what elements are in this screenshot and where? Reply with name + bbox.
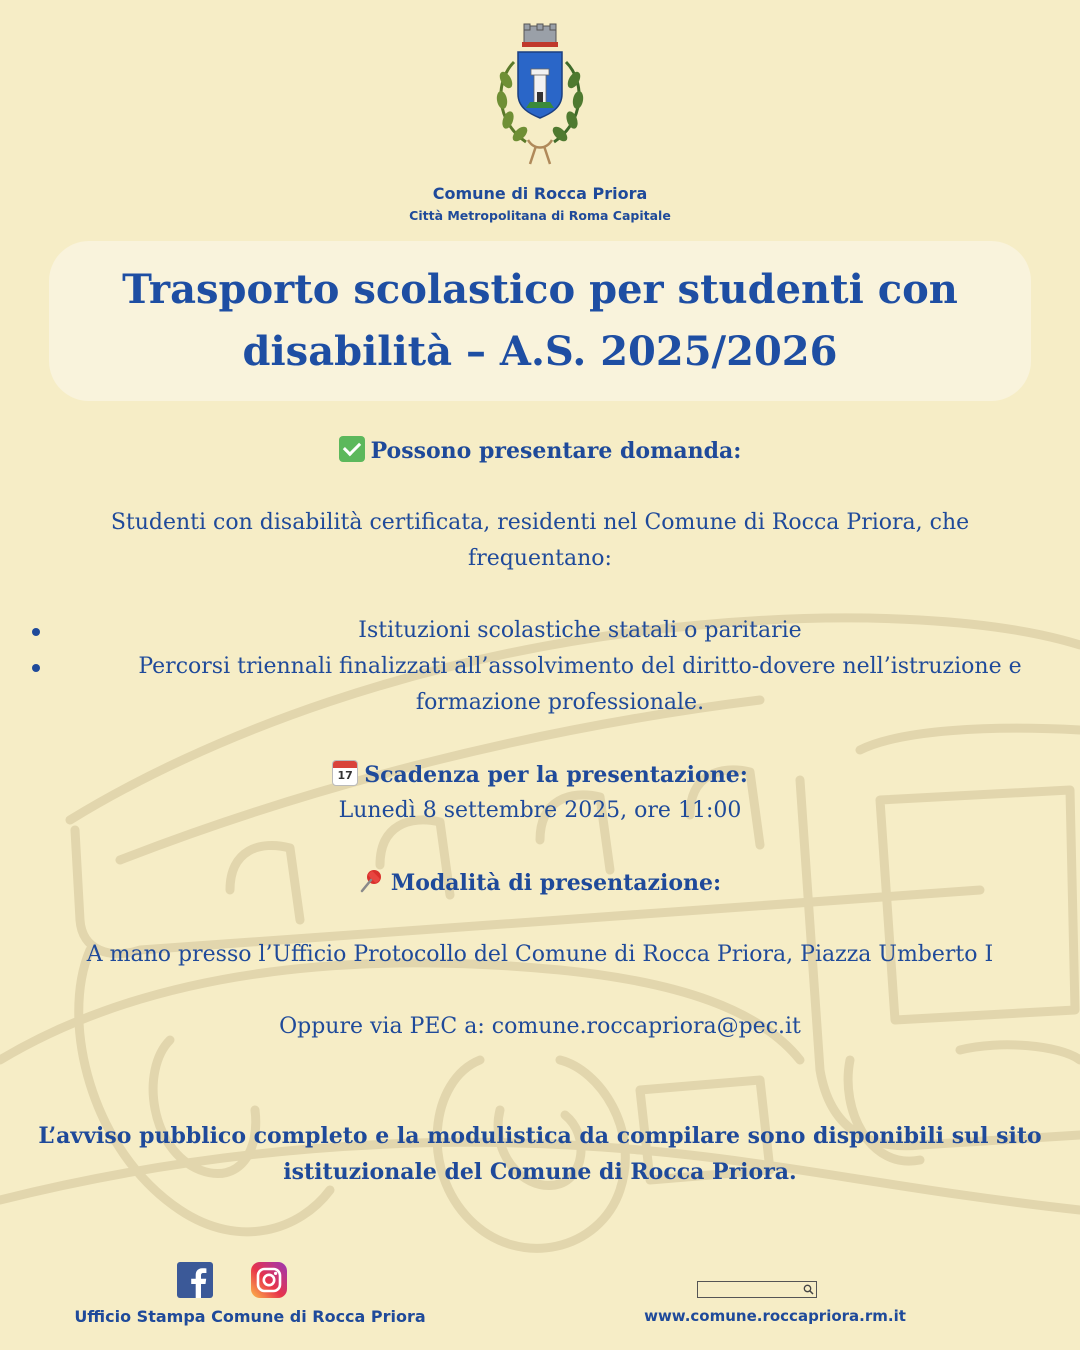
deadline-heading (20, 757, 1060, 793)
title-line-1: Trasporto scolastico per studenti con (122, 266, 958, 313)
instagram-icon[interactable] (251, 1262, 287, 1298)
deadline-heading-text: Scadenza per la presentazione: (364, 762, 748, 788)
search-icon (803, 1284, 814, 1295)
bullet-dot (32, 664, 40, 672)
submission-by-pec: Oppure via PEC a: comune.roccapriora@pec.it (279, 1014, 801, 1039)
calendar-day: 17 (337, 769, 353, 782)
title-box (49, 241, 1031, 401)
eligibility-intro-1: Studenti con disabilità certificata, residenti nel Comune di Rocca Priora, che (110, 510, 970, 535)
press-office-label: Ufficio Stampa Comune di Rocca Priora (74, 1307, 426, 1326)
list-item-continuation: formazione professionale. (415, 690, 705, 715)
calendar-icon (332, 760, 358, 786)
list-item (20, 613, 1060, 649)
check-mark-icon (339, 436, 365, 462)
submission-heading-text: Modalità di presentazione: (390, 870, 722, 896)
bullet-dot (32, 628, 40, 636)
website-link[interactable]: www.comune.roccapriora.rm.it (644, 1307, 906, 1325)
list-item-text: Percorsi triennali finalizzati all’assolvimento del diritto-dovere nell’istruzione e (138, 654, 1022, 679)
submission-heading (20, 865, 1060, 901)
eligibility-intro-2: frequentano: (468, 546, 612, 571)
facebook-icon[interactable] (177, 1262, 213, 1298)
notice-line-2: istituzionale del Comune di Rocca Priora. (283, 1159, 797, 1185)
search-box[interactable] (697, 1281, 817, 1298)
title-line-2: disabilità – A.S. 2025/2026 (242, 328, 838, 375)
notice-line-1: L’avviso pubblico completo e la modulistica da compilare sono disponibili sul sito (38, 1123, 1042, 1149)
deadline-value: Lunedì 8 settembre 2025, ore 11:00 (338, 798, 742, 823)
comune-subtitle: Città Metropolitana di Roma Capitale (409, 208, 671, 223)
list-item-text: Istituzioni scolastiche statali o paritarie (358, 618, 802, 643)
eligibility-heading-text: Possono presentare domanda: (370, 438, 742, 464)
comune-name: Comune di Rocca Priora (432, 184, 648, 203)
eligibility-heading (20, 433, 1060, 469)
crest-icon (484, 22, 596, 172)
page-title (90, 259, 990, 383)
submission-by-hand: A mano presso l’Ufficio Protocollo del Comune di Rocca Priora, Piazza Umberto I (86, 942, 994, 967)
pushpin-icon (359, 868, 385, 894)
